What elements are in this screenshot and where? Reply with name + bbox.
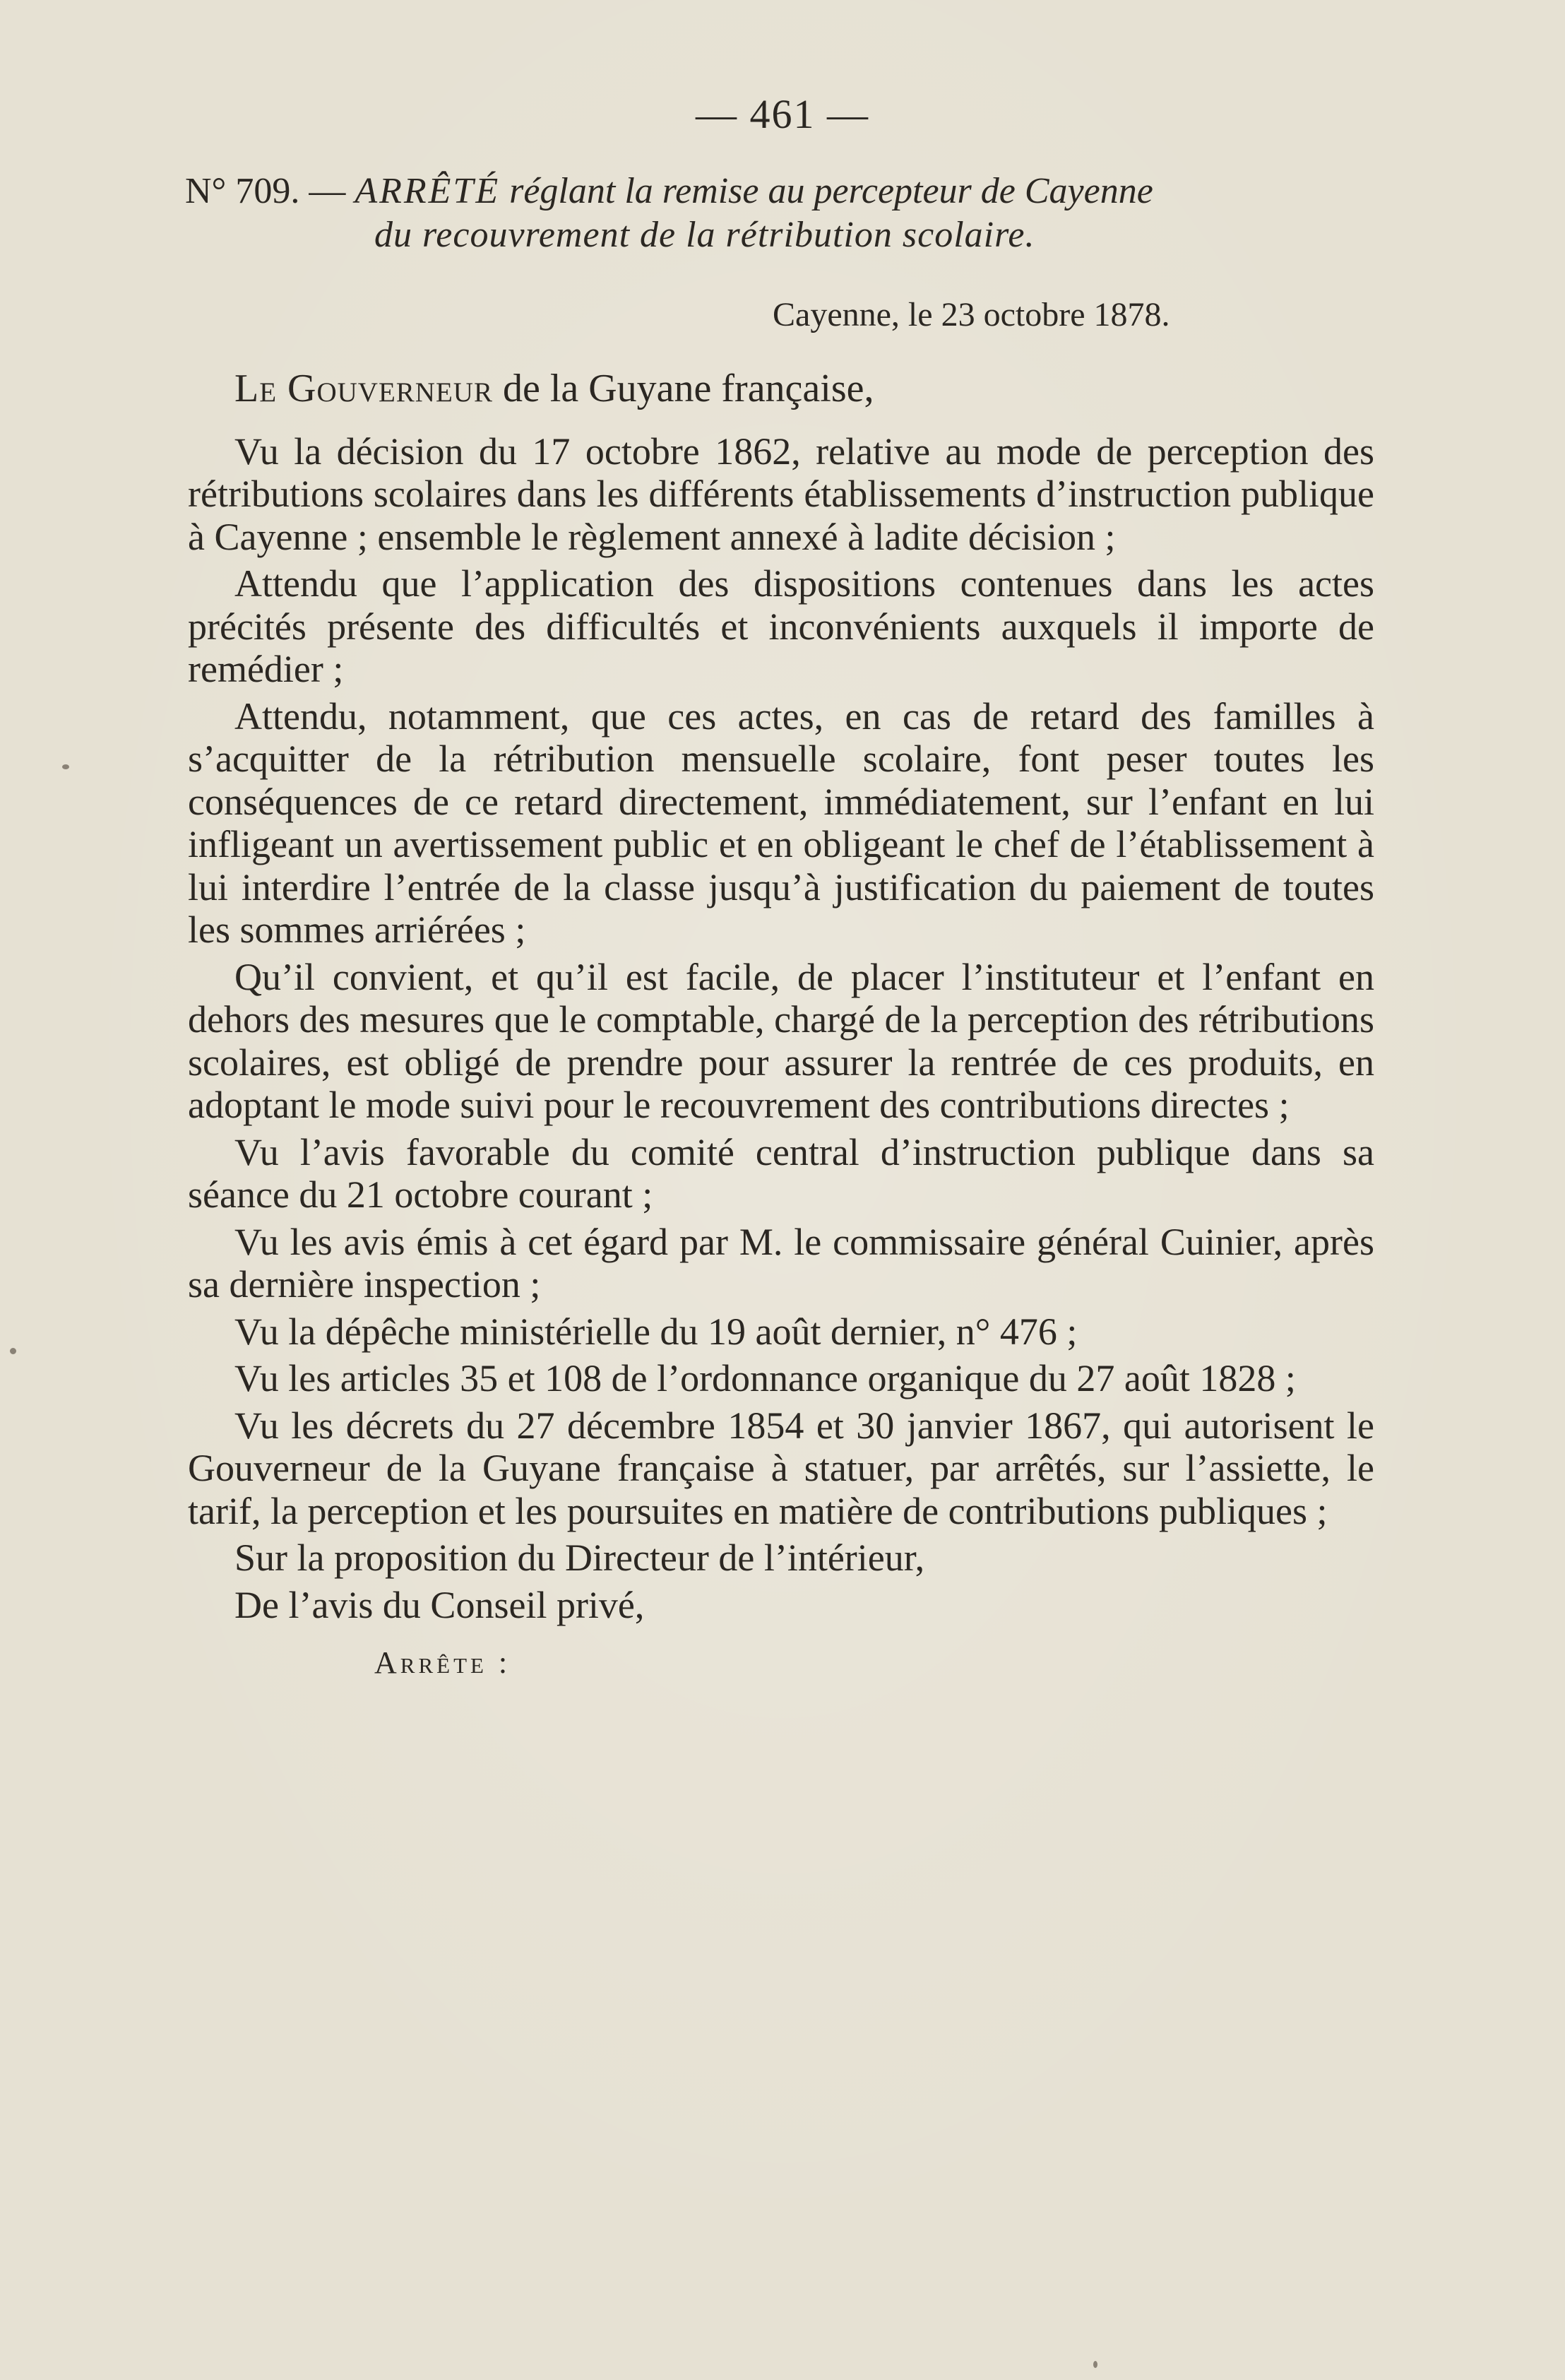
page-number: — 461 — <box>696 91 869 137</box>
paper-speck <box>1093 2361 1097 2368</box>
paragraph-vu-depeche: Vu la dépêche ministérielle du 19 août dernier, n° 476 ; <box>234 1310 1078 1353</box>
paragraph-attendu-application: Attendu que l’application des dispositions contenues dans les actes précités présente des difficultés et inconvénients auxquels il importe de remédier ; <box>188 562 1374 690</box>
paragraph-vu-decrets: Vu les décrets du 27 décembre 1854 et 30 janvier 1867, qui autorisent le Gouverneur de la Guyane française à statuer, par arrêtés, sur l’assiette, le tarif, la perception et les poursuites en matière de contributions publiques ; <box>188 1404 1374 1532</box>
paragraph-proposition: Sur la proposition du Directeur de l’intérieur, <box>234 1537 925 1579</box>
paragraph-conseil: De l’avis du Conseil privé, <box>234 1583 645 1626</box>
paragraph-convient: Qu’il convient, et qu’il est facile, de placer l’instituteur et l’enfant en dehors des mesures que le comptable, chargé de la perception des rétributions scolaires, est obligé de prendre pour assurer la rentrée de ces produits, en adoptant le mode suivi pour le recouvrement des contributions directes ; <box>188 955 1374 1126</box>
decree-title-word: ARRÊTÉ <box>355 171 501 211</box>
decree-body <box>188 367 1374 1685</box>
decree-heading <box>185 170 1386 257</box>
governor-rest: de la Guyane française, <box>502 367 874 410</box>
arrete-heading: Arrête : <box>374 1645 511 1680</box>
decree-title: réglant la remise au percepteur de Cayenne <box>509 171 1153 211</box>
decree-title-line2: du recouvrement de la rétribution scolaire. <box>374 215 1035 255</box>
paragraph-vu-decision: Vu la décision du 17 octobre 1862, relative au mode de perception des rétributions scolaires dans les différents établissements d’instruction publique à Cayenne ; ensemble le règlement annexé à ladite décision ; <box>188 430 1374 558</box>
governor-line <box>234 367 1374 410</box>
governor-title: Le Gouverneur <box>234 367 493 410</box>
paper-speck <box>10 1348 16 1354</box>
paragraph-vu-articles: Vu les articles 35 et 108 de l’ordonnance organique du 27 août 1828 ; <box>234 1357 1296 1399</box>
paper-speck <box>62 764 69 769</box>
paragraph-vu-avis-commissaire: Vu les avis émis à cet égard par M. le commissaire général Cuinier, après sa dernière inspection ; <box>188 1220 1374 1306</box>
decree-number: N° 709. <box>185 171 300 211</box>
paragraph-attendu-notamment: Attendu, notamment, que ces actes, en cas de retard des familles à s’acquitter de la rétribution mensuelle scolaire, font peser toutes les conséquences de ce retard directement, immédiatement, sur l’enfant en lui infligeant un avertissement public et en obligeant le chef de l’établissement à lui interdire l’entrée de la classe jusqu’à justification du paiement de toutes les sommes arriérées ; <box>188 694 1374 951</box>
dateline: Cayenne, le 23 octobre 1878. <box>773 296 1170 333</box>
heading-dash: — <box>309 171 346 211</box>
paragraph-vu-avis-comite: Vu l’avis favorable du comité central d’instruction publique dans sa séance du 21 octobre courant ; <box>188 1130 1374 1216</box>
